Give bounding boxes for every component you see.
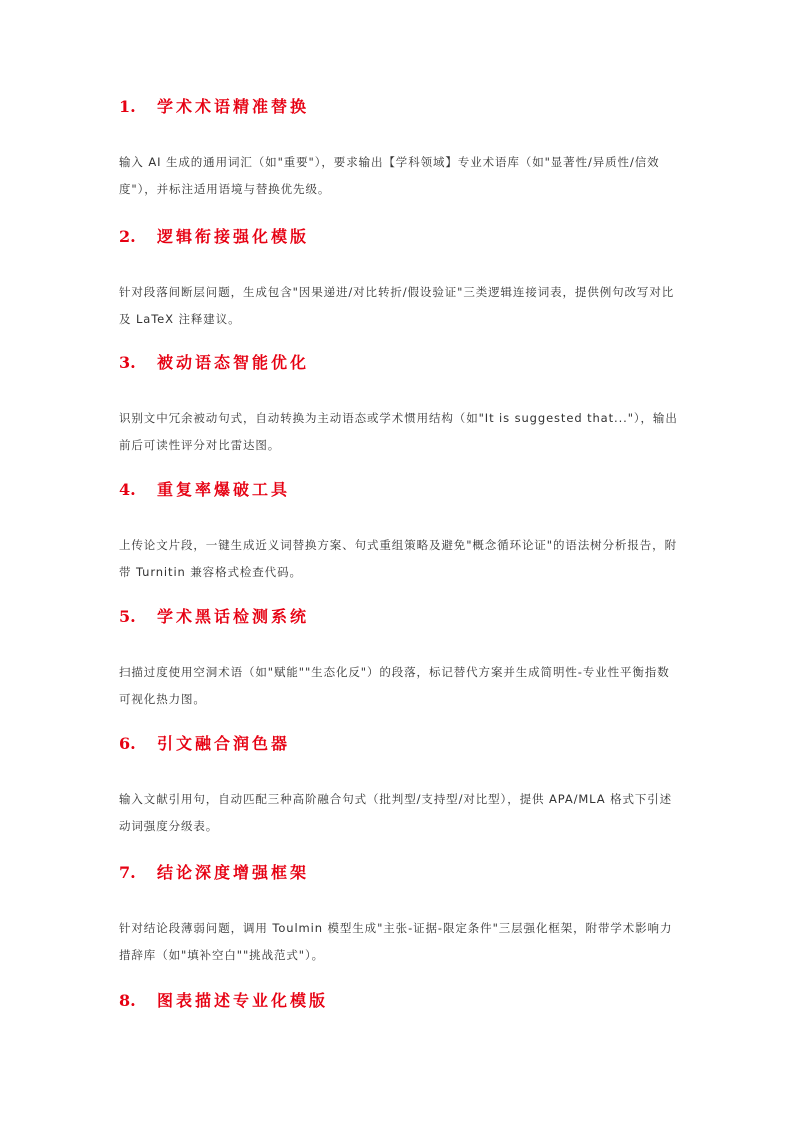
section-number: 7. [119,863,136,882]
section-heading [119,606,679,628]
section-body: 针对段落间断层问题，生成包含"因果递进/对比转折/假设验证"三类逻辑连接词表，提供例句改写对比及 LaTeX 注释建议。 [119,285,675,326]
section-number: 3. [119,353,136,372]
section-title: 图表描述专业化模版 [157,991,329,1010]
section-heading [119,862,679,884]
section-body: 输入 AI 生成的通用词汇（如"重要"），要求输出【学科领域】专业术语库（如"显著性/异质性/信效度"），并标注适用语境与替换优先级。 [119,155,660,196]
section-3 [119,352,679,459]
section-title: 学术术语精准替换 [157,97,310,116]
section-8 [119,990,679,1012]
section-body: 上传论文片段，一键生成近义词替换方案、句式重组策略及避免"概念循环论证"的语法树分析报告，附带 Turnitin 兼容格式检查代码。 [119,538,677,579]
section-6 [119,733,679,840]
section-body: 扫描过度使用空洞术语（如"赋能""生态化反"）的段落，标记替代方案并生成简明性-专业性平衡指数可视化热力图。 [119,665,670,706]
section-body: 输入文献引用句，自动匹配三种高阶融合句式（批判型/支持型/对比型），提供 APA/MLA 格式下引述动词强度分级表。 [119,792,673,833]
section-title: 重复率爆破工具 [157,480,291,499]
section-title: 结论深度增强框架 [157,863,310,882]
section-heading [119,226,679,248]
section-1 [119,96,679,203]
section-7 [119,862,679,969]
section-heading [119,96,679,118]
section-title: 引文融合润色器 [157,734,291,753]
section-5 [119,606,679,713]
section-heading [119,990,679,1012]
section-number: 8. [119,991,136,1010]
section-title: 逻辑衔接强化模版 [157,227,310,246]
section-number: 1. [119,97,136,116]
section-body: 识别文中冗余被动句式，自动转换为主动语态或学术惯用结构（如"It is suggested that..."），输出前后可读性评分对比雷达图。 [119,411,678,452]
section-number: 5. [119,607,136,626]
section-4 [119,479,679,586]
section-number: 2. [119,227,136,246]
section-heading [119,352,679,374]
section-body: 针对结论段薄弱问题，调用 Toulmin 模型生成"主张-证据-限定条件"三层强化框架，附带学术影响力措辞库（如"填补空白""挑战范式"）。 [119,921,673,962]
section-number: 4. [119,480,136,499]
section-heading [119,479,679,501]
section-number: 6. [119,734,136,753]
section-title: 被动语态智能优化 [157,353,310,372]
section-heading [119,733,679,755]
section-2 [119,226,679,333]
section-title: 学术黑话检测系统 [157,607,310,626]
